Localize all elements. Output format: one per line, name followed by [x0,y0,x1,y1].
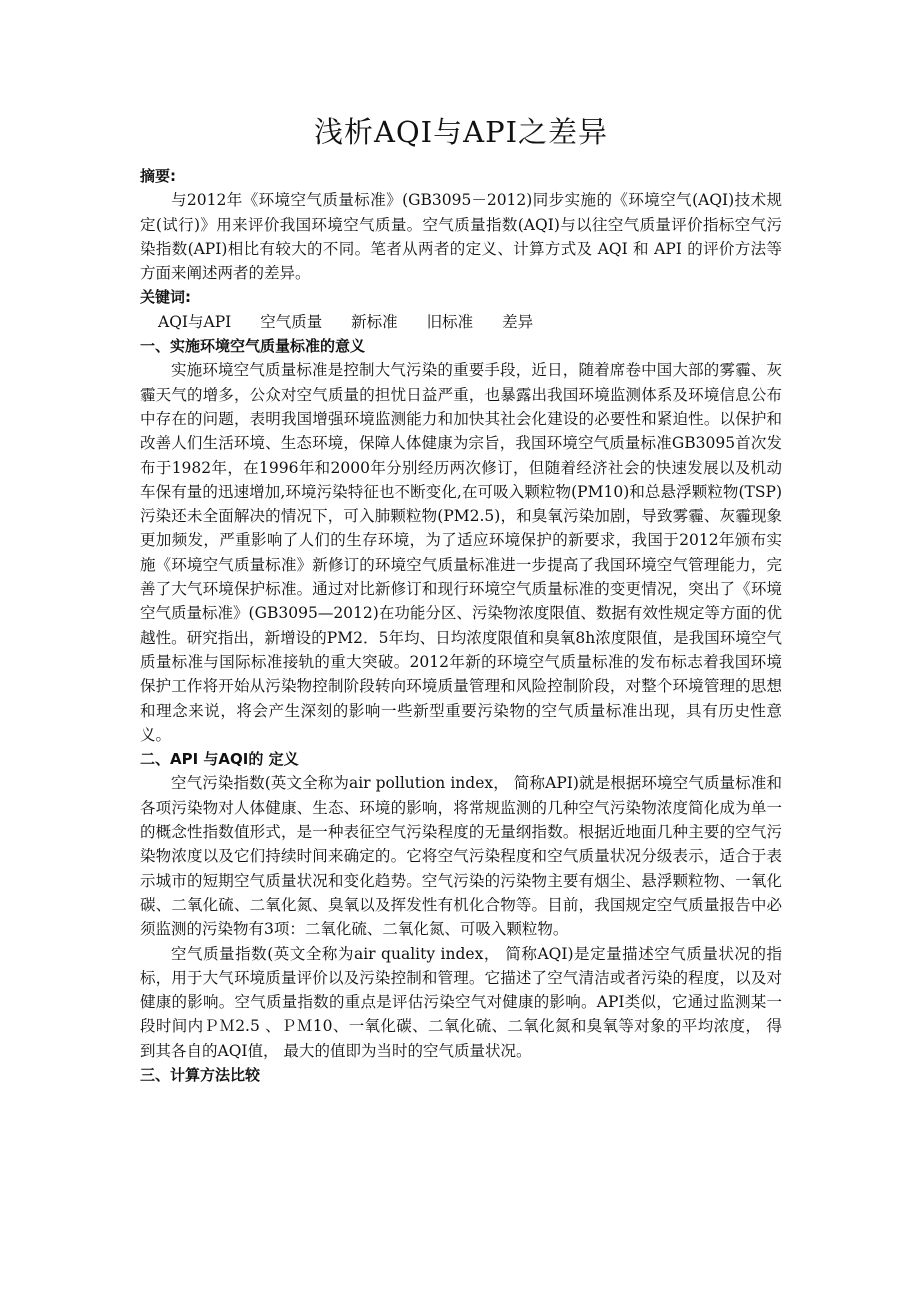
keywords-label: 关键词: [140,288,191,307]
section-3-heading: 三、计算方法比较 [140,1065,261,1084]
document-page [140,112,782,1087]
page-title: 浅析AQI与API之差异 [313,115,609,149]
keyword: 新标准 [351,312,398,331]
section-1-body: 实施环境空气质量标准是控制大气污染的重要手段，近日，随着席卷中国大部的雾霾、灰霾天气的增多，公众对空气质量的担忧日益严重，也暴露出我国环境监测体系及环境信息公布中存在的问题，表明我国增强环境监测能力和加快其社会化建设的必要性和紧迫性。以保护和改善人们生活环境、生态环境，保障人体健康为宗旨，我国环境空气质量标准GB3095首次发布于1982年，在1996年和2000年分别经历两次修订，但随着经济社会的快速发展以及机动车保有量的迅速增加,环境污染特征也不断变化,在可吸入颗粒物(PM10)和总悬浮颗粒物(TSP)污染还未全面解决的情况下，可入肺颗粒物(PM2.5)，和臭氧污染加剧，导致雾霾、灰霾现象更加频发，严重影响了人们的生存环境，为了适应环境保护的新要求，我国于2012年颁布实施《环境空气质量标准》新修订的环境空气质量标准进一步提高了我国环境空气管理能力，完善了大气环境保护标准。通过对比新修订和现行环境空气质量标准的变更情况，突出了《环境空气质量标准》(GB3095—2012)在功能分区、污染物浓度限值、数据有效性规定等方面的优越性。研究指出，新增设的PM2．5年均、日均浓度限值和臭氧8h浓度限值，是我国环境空气质量标准与国际标准接轨的重大突破。2012年新的环境空气质量标准的发布标志着我国环境保护工作将开始从污染物控制阶段转向环境质量管理和风险控制阶段，对整个环境管理的思想和理念来说，将会产生深刻的影响一些新型重要污染物的空气质量标准出现，具有历史性意义。 [140,361,782,744]
abstract-label: 摘要: [140,167,176,185]
section-2-paragraph-2: 空气质量指数(英文全称为air quality index， 简称AQI)是定量描述空气质量状况的指标，用于大气环境质量评价以及污染控制和管理。它描述了空气清洁或者污染的程度，以及对健康的影响。空气质量指数的重点是评估污染空气对健康的影响。API类似，它通过监测某一段时间内ＰＭ2.5 、ＰＭ10、一氧化碳、二氧化硫、二氧化氮和臭氧等对象的平均浓度， 得到其各自的AQI值， 最大的值即为当时的空气质量状况。 [140,944,782,1060]
keyword: 差异 [502,312,534,331]
keyword: 空气质量 [260,312,323,331]
keywords-list [140,310,782,334]
keyword: 旧标准 [426,312,474,331]
keyword: AQI与API [158,312,232,331]
section-1-heading: 一、实施环境空气质量标准的意义 [140,337,366,356]
section-2-paragraph-1: 空气污染指数(英文全称为air pollution index， 简称API)就是根据环境空气质量标准和各项污染物对人体健康、生态、环境的影响，将常规监测的几种空气污染物浓度简化成为单一的概念性指数值形式，是一种表征空气污染程度的无量纲指数。根据近地面几种主要的空气污染物浓度以及它们持续时间来确定的。它将空气污染程度和空气质量状况分级表示，适合于表示城市的短期空气质量状况和变化趋势。空气污染的污染物主要有烟尘、悬浮颗粒物、一氧化碳、二氧化硫、二氧化氮、臭氧以及挥发性有机化合物等。目前，我国规定空气质量报告中必须监测的污染物有3项：二氧化硫、二氧化氮、可吸入颗粒物。 [140,774,782,939]
abstract-text: 与2012年《环境空气质量标准》(GB3095－2012)同步实施的《环境空气(AQI)技术规定(试行)》用来评价我国环境空气质量。空气质量指数(AQI)与以往空气质量评价指标空气污染指数(API)相比有较大的不同。笔者从两者的定义、计算方式及 AQI 和 API 的评价方法等方面来阐述两者的差异。 [140,191,782,283]
section-2-heading: 二、API 与AQI的 定义 [140,750,299,769]
